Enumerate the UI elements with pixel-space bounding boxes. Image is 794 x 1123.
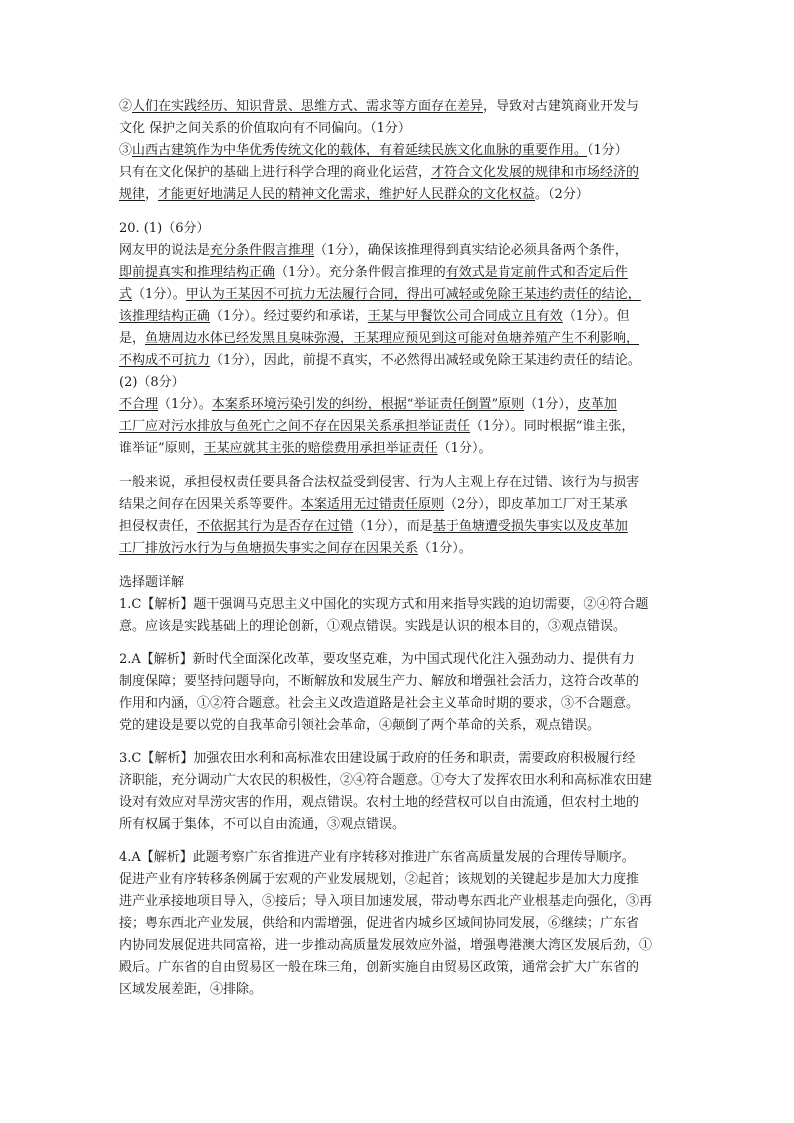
text-segment: 设对有效应对旱涝灾害的作用，观点错误。农村土地的经营权可以自由流通，但农村土地的 (119, 795, 640, 810)
text-line (119, 328, 689, 350)
text-segment: 促进产业有序转移条例属于宏观的产业发展规划，②起首；该规划的关键起步是加大力度推 (119, 872, 640, 887)
underlined-answer-point: 充分条件假言推理 (210, 243, 315, 258)
text-line (119, 262, 689, 284)
text-segment: 20. (1)（6分） (119, 221, 210, 236)
text-segment: 担侵权责任， (119, 519, 198, 534)
text-line (119, 979, 689, 1001)
underlined-answer-point: 工厂应对污水排放与鱼死亡之间不存在因果关系承担举证责任 (119, 419, 471, 434)
text-segment: 济职能，充分调动广大农民的积极性，②④符合题意。①夸大了发挥农田水利和高标准农田建 (119, 773, 653, 788)
paragraph-choice-answers-2 (119, 649, 689, 737)
underlined-answer-point: 本案系环境污染引发的纠纷，根据“举证责任倒置”原则 (211, 397, 525, 412)
paragraph-question-20 (119, 218, 689, 460)
text-line (119, 96, 689, 118)
text-segment: （1分）。同时根据“谁主张， (470, 419, 635, 434)
text-segment: 殿后。广东省的自由贸易区一般在珠三角，创新实施自由贸易区政策，通常会扩大广东省的 (119, 960, 640, 975)
text-line (119, 516, 689, 538)
paragraph-choice-answers-4 (119, 847, 689, 1001)
text-segment: 结果之间存在因果关系等要件。 (119, 497, 302, 512)
text-line (119, 792, 689, 814)
text-segment: （1分）。但 (562, 309, 630, 324)
text-segment: （1分），因此，前提不真实，不必然得出减轻或免除王某违约责任的结论。 (210, 353, 641, 368)
text-segment: 谁举证”原则， (119, 441, 204, 456)
paragraph-choice-answers-3 (119, 748, 689, 836)
underlined-answer-point: 人们在实践经历、知识背景、思维方式、需求等方面存在差异 (132, 99, 484, 114)
underlined-answer-point: 才能更好地满足人民的精神文化需求，维护好人民群众的文化权益 (158, 187, 536, 202)
text-line (119, 715, 689, 737)
text-line (119, 538, 689, 560)
text-line (119, 770, 689, 792)
underlined-answer-point: 有效式是肯定前件式和否定后件 (445, 265, 628, 280)
text-segment: ，导致对古建筑商业开发与 (483, 99, 640, 114)
text-line (119, 372, 689, 394)
text-line (119, 184, 689, 206)
text-line (119, 572, 689, 594)
text-segment: 文化 保护之间关系的价值取向有不同偏向。（1分） (119, 121, 411, 136)
text-line (119, 416, 689, 438)
text-segment: 制度保障；要坚持问题导向，不断解放和发展生产力、解放和增强社会活力，这符合改革的 (119, 674, 640, 689)
underlined-answer-point: 不依据其行为是否存在过错 (197, 519, 354, 534)
text-line (119, 957, 689, 979)
text-segment: （1分），确保该推理得到真实结论必须具备两个条件， (314, 243, 628, 258)
text-line (119, 869, 689, 891)
underlined-answer-point: 不合理 (119, 397, 159, 412)
text-segment: （1分） (587, 143, 628, 158)
text-segment: （1分）。经过要约和承诺， (210, 309, 368, 324)
text-segment: ② (119, 99, 133, 114)
underlined-answer-point: 基于鱼塘遭受损失事实以及皮革加 (432, 519, 628, 534)
text-segment: ， (145, 187, 159, 202)
text-segment: 党的建设是要以党的自我革命引领社会革命，④颠倒了两个革命的关系，观点错误。 (119, 718, 601, 733)
text-line (119, 693, 689, 715)
underlined-answer-point: 即前提真实和推理结构正确 (119, 265, 276, 280)
text-line (119, 350, 689, 372)
text-segment: （1分）。 (418, 541, 472, 556)
text-line (119, 472, 689, 494)
text-segment: 作用和内涵，①②符合题意。社会主义改造道路是社会主义革命时期的要求，③不合题意。 (119, 696, 640, 711)
text-segment: 意。应该是实践基础上的理论创新，①观点错误。实践是认识的根本目的，③观点错误。 (119, 619, 627, 634)
underlined-answer-point: 才符合文化发展的规律和市场经济的 (431, 165, 640, 180)
underlined-answer-point: 不构成不可抗力 (119, 353, 211, 368)
underlined-answer-point: 本案适用无过错责任原则 (301, 497, 445, 512)
text-line (119, 649, 689, 671)
text-line (119, 616, 689, 638)
text-line (119, 891, 689, 913)
text-segment: 是， (119, 331, 146, 346)
answer-document (119, 96, 689, 1001)
paragraph-culture-analysis (119, 96, 689, 206)
text-segment: 3.C【解析】加强农田水利和高标准农田建设属于政府的任务和职责，需要政府积极履行经 (119, 751, 636, 766)
text-segment: 区域发展差距，④排除。 (119, 982, 263, 997)
text-line (119, 847, 689, 869)
text-segment: （1分）。 (132, 287, 186, 302)
text-line (119, 140, 689, 162)
text-segment: 所有权属于集体，不可以自由流通，③观点错误。 (119, 817, 406, 832)
text-segment: （1分），而是 (353, 519, 433, 534)
underlined-answer-point: 皮革加 (577, 397, 617, 412)
text-segment: 进产业承接地项目导入，⑤接后；导入项目加速发展，带动粤东西北产业根基走向强化，③再 (119, 894, 653, 909)
underlined-answer-point: 甲认为王某因不可抗力无法履行合同，得出可减轻或免除王某违约责任的结论， (185, 287, 641, 302)
text-line (119, 240, 689, 262)
underlined-answer-point: 鱼塘周边水体已经发黑且臭味弥漫，王某理应预见到这可能对鱼塘养殖产生不利影响， (145, 331, 640, 346)
text-line (119, 394, 689, 416)
underlined-answer-point: 王某应就其主张的赔偿费用承担举证责任 (203, 441, 438, 456)
text-segment: （1分）。 (158, 397, 212, 412)
text-line (119, 118, 689, 140)
text-line (119, 306, 689, 328)
underlined-answer-point: 该推理结构正确 (119, 309, 211, 324)
text-segment: 4.A【解析】此题考察广东省推进产业有序转移对推进广东省高质量发展的合理传导顺序。 (119, 850, 635, 865)
text-line (119, 814, 689, 836)
text-segment: 一般来说，承担侵权责任要具备合法权益受到侵害、行为人主观上存在过错、该行为与损害 (119, 475, 640, 490)
text-line (119, 748, 689, 770)
text-segment: 1.C【解析】题干强调马克思主义中国化的实现方式和用来指导实践的迫切需要，②④符合题 (119, 597, 649, 612)
text-line (119, 594, 689, 616)
underlined-answer-point: 规律 (119, 187, 146, 202)
paragraph-choice-answers-1 (119, 572, 689, 638)
text-segment: 选择题详解 (119, 575, 185, 590)
text-segment: (2)（8分） (119, 375, 185, 390)
text-line (119, 162, 689, 184)
underlined-answer-point: 式 (119, 287, 133, 302)
underlined-answer-point: 工厂排放污水行为与鱼塘损失事实之间存在因果关系 (119, 541, 419, 556)
paragraph-tort-liability (119, 472, 689, 560)
text-segment: （1分）， (524, 397, 578, 412)
text-segment: 网友甲的说法是 (119, 243, 211, 258)
text-segment: （1分）。充分条件假言推理的 (275, 265, 446, 280)
text-line (119, 671, 689, 693)
text-segment: 只有在文化保护的基础上进行科学合理的商业化运营， (119, 165, 432, 180)
text-line (119, 935, 689, 957)
text-line (119, 284, 689, 306)
text-line (119, 438, 689, 460)
text-segment: （1分）。 (437, 441, 492, 456)
text-segment: 接；粤东西北产业发展，供给和内需增强，促进省内城乡区域间协同发展，⑥继续；广东省 (119, 916, 640, 931)
underlined-answer-point: 王某与甲餐饮公司合同成立且有效 (367, 309, 563, 324)
text-segment: 2.A【解析】新时代全面深化改革，要攻坚克难，为中国式现代化注入强劲动力、提供有力 (119, 652, 635, 667)
text-segment: 内协同发展促进共同富裕，进一步推动高质量发展效应外溢，增强粤港澳大湾区发展后劲，① (119, 938, 653, 953)
text-segment: ③ (119, 143, 133, 158)
underlined-answer-point: 山西古建筑作为中华优秀传统文化的载体，有着延续民族文化血脉的重要作用。 (132, 143, 588, 158)
text-line (119, 494, 689, 516)
text-line (119, 218, 689, 240)
text-line (119, 913, 689, 935)
text-segment: （2分），即皮革加工厂对王某承 (444, 497, 628, 512)
text-segment: 。（2分） (535, 187, 589, 202)
